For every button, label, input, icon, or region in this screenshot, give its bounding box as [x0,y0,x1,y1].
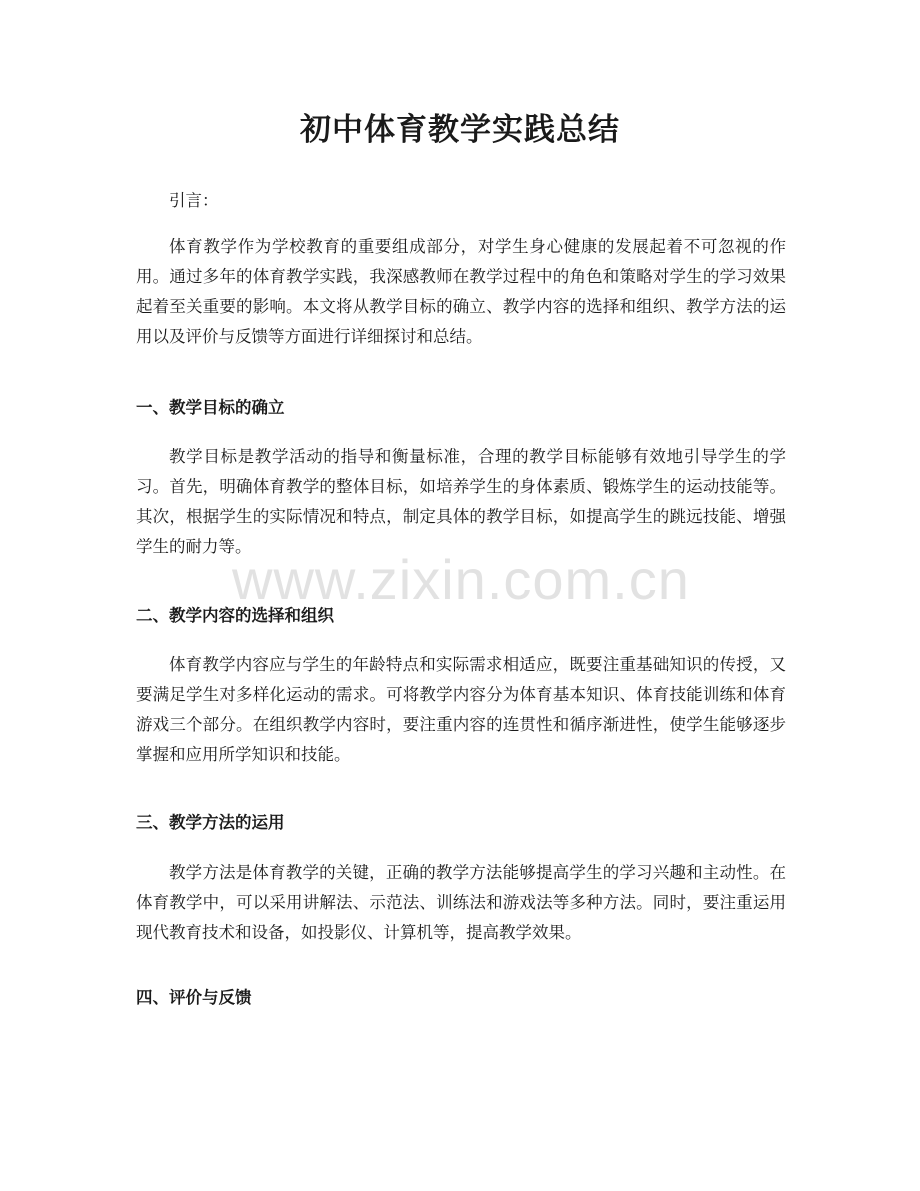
section-body-goals: 教学目标是教学活动的指导和衡量标准，合理的教学目标能够有效地引导学生的学习。首先，明确体育教学的整体目标，如培养学生的身体素质、锻炼学生的运动技能等。其次，根据学生的实际情况和特点，制定具体的教学目标，如提高学生的跳远技能、增强学生的耐力等。 [136,447,786,556]
section-heading-goals: 一、教学目标的确立 [136,398,285,417]
watermark: www.zixin.com.cn [232,548,690,611]
section-heading-content: 二、教学内容的选择和组织 [136,606,334,625]
section-heading-evaluation: 四、评价与反馈 [136,988,252,1007]
document-title: 初中体育教学实践总结 [300,112,620,148]
section-heading-methods: 三、教学方法的运用 [136,813,285,832]
intro-label: 引言： [169,191,219,210]
intro-paragraph: 体育教学作为学校教育的重要组成部分，对学生身心健康的发展起着不可忽视的作用。通过多年的体育教学实践，我深感教师在教学过程中的角色和策略对学生的学习效果起着至关重要的影响。本文将从教学目标的确立、教学内容的选择和组织、教学方法的运用以及评价与反馈等方面进行详细探讨和总结。 [136,237,786,346]
section-body-methods: 教学方法是体育教学的关键，正确的教学方法能够提高学生的学习兴趣和主动性。在体育教学中，可以采用讲解法、示范法、训练法和游戏法等多种方法。同时，要注重运用现代教育技术和设备，如投影仪、计算机等，提高教学效果。 [136,863,786,942]
section-body-content: 体育教学内容应与学生的年龄特点和实际需求相适应，既要注重基础知识的传授，又要满足学生对多样化运动的需求。可将教学内容分为体育基本知识、体育技能训练和体育游戏三个部分。在组织教学内容时，要注重内容的连贯性和循序渐进性，使学生能够逐步掌握和应用所学知识和技能。 [136,655,786,764]
